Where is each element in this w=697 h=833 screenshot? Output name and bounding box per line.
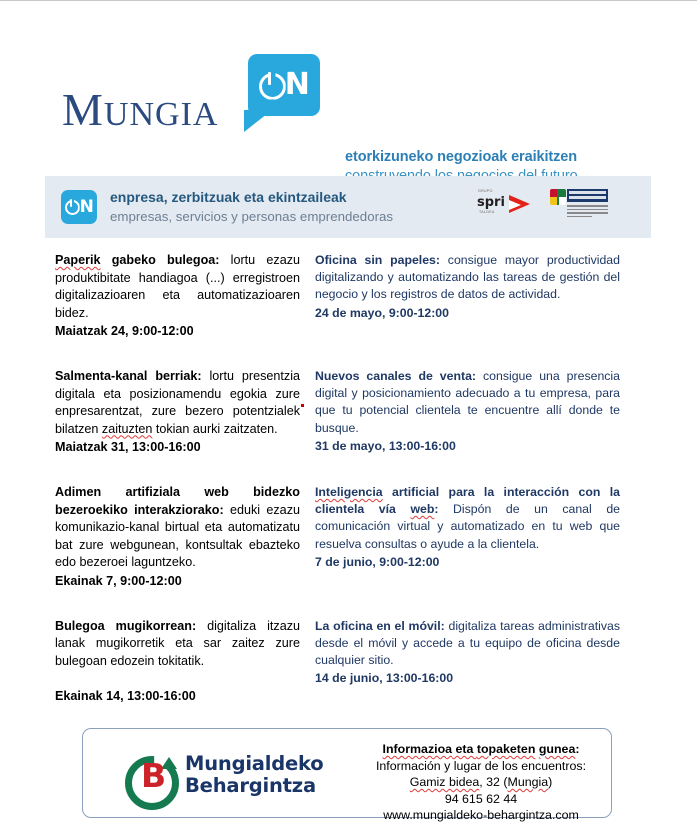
session-date: Ekainak 7, 9:00-12:00 (55, 573, 182, 588)
contact-title-word-2: eta (452, 742, 477, 756)
session-spanish-column (300, 368, 620, 456)
session-title-word: Inteligencia (315, 485, 383, 499)
session-date: 24 de mayo, 9:00-12:00 (315, 305, 449, 320)
session-row (0, 368, 697, 456)
session-basque-text (55, 484, 300, 572)
contact-info (361, 741, 601, 824)
session-row (0, 252, 697, 340)
session-body: consigue mayor productividad digitalizando y automatizando las tareas de gestión del negocio y los registros de datos de actividad. (315, 253, 620, 302)
tagline-basque: etorkizuneko negozioak eraikitzen (345, 149, 577, 165)
spacer (55, 670, 300, 687)
session-spanish-text (315, 252, 620, 304)
session-title: Bulegoa mugikorrean: (55, 618, 197, 633)
power-icon (65, 200, 79, 214)
session-body: eduki ezazu komunikazio-kanal birtual eta automatizatu bat zure webgunean, kontsultak ebazteko edo bezeroei laguntzeko. (55, 502, 300, 569)
contact-title-word-4: gunea (538, 742, 576, 756)
session-title: Salmenta-kanal berriak: (55, 369, 202, 383)
session-body-b: tokian aurki zaitzaten. (152, 421, 278, 436)
footer-box (82, 728, 612, 822)
session-spanish-text (315, 484, 620, 553)
spri-logo (477, 189, 539, 222)
speech-bubble-icon (248, 54, 320, 116)
on-badge-icon (61, 190, 97, 224)
behargintza-mark-icon (123, 753, 181, 797)
session-body: digitaliza tareas administrativas desde el móvil y accede a tu equipo de oficina desde cualquier sitio. (315, 618, 620, 667)
spri-arrow-notch-icon (509, 200, 521, 210)
banner-title-basque: enpresa, zerbitzuak eta ekintzaileak (110, 189, 347, 205)
session-basque-column (0, 368, 300, 456)
brand-wordmark (62, 86, 218, 139)
spacer (0, 340, 697, 368)
spri-logo-text: spri (477, 195, 505, 210)
session-title-mid: artificial para la interacción con la clientela vía (315, 485, 620, 517)
address-number: , 32 ( (479, 775, 508, 789)
session-title-word-2: web (410, 502, 435, 517)
spacer (0, 590, 697, 618)
address-street: Gamiz bidea (409, 775, 480, 789)
header (0, 48, 697, 165)
session-title-word: Paperik (55, 253, 101, 267)
session-row (0, 484, 697, 590)
session-body: digitaliza itzazu lanak mugikorretik eta sar zaitez zure bulegoan edozein tokitatik. (55, 618, 300, 668)
session-date: 31 de mayo, 13:00-16:00 (315, 438, 456, 453)
session-spanish-column (300, 484, 620, 590)
gov-subtext-lines (567, 205, 608, 219)
session-date: Ekainak 14, 13:00-16:00 (55, 689, 196, 703)
session-title: Nuevos canales de venta: (315, 369, 477, 383)
contact-address (361, 774, 601, 791)
session-title: Oficina sin papeles: (315, 253, 440, 267)
session-title-end: : (434, 502, 439, 517)
session-basque-text (55, 368, 300, 438)
top-divider (0, 0, 697, 1)
contact-title-word-1: Informazioa (382, 742, 453, 756)
behargintza-line-2: Behargintza (185, 774, 316, 797)
gov-name-plate (567, 189, 608, 202)
mungia-logo (62, 48, 332, 148)
banner-text (110, 188, 393, 226)
basque-government-logo (550, 189, 608, 225)
badge-letter: N (79, 196, 94, 217)
session-basque-column (0, 618, 300, 706)
address-paren: ) (548, 775, 553, 789)
session-date: Maiatzak 24, 9:00-12:00 (55, 324, 194, 338)
session-title: Adimen artifiziala web bidezko bezeroekiko interakziorako: (55, 485, 300, 517)
session-date: 7 de junio, 9:00-12:00 (315, 554, 440, 569)
sessions-list (0, 252, 697, 705)
session-row (0, 618, 697, 706)
basque-coat-of-arms-icon (550, 189, 566, 205)
contact-title-word-3: topaketen (476, 742, 536, 756)
session-spanish-column (300, 618, 620, 706)
contact-title-colon: : (575, 742, 580, 756)
session-body: lortu ezazu produktibitate handiagoa (...) erregistroen digitalizazioaren eta automatizazioaren bidez. (55, 253, 300, 320)
session-body: consigue una presencia digital y posicionamiento adecuado a tu empresa, para que tu potencial clientela te encuentre allí donde te busque. (315, 369, 620, 435)
session-basque-column (0, 252, 300, 340)
audience-banner (45, 176, 651, 238)
session-basque-text (55, 618, 300, 671)
contact-phone: 94 615 62 44 (444, 791, 518, 806)
banner-title-spanish: empresas, servicios y personas emprendedoras (110, 209, 394, 224)
session-basque-text (55, 252, 300, 322)
session-basque-column (0, 484, 300, 590)
contact-title-basque (361, 741, 601, 758)
address-city: Mungia (507, 775, 549, 789)
contact-title-spanish: Información y lugar de los encuentros: (375, 758, 587, 773)
bullet-marker-icon (301, 404, 304, 407)
logo-letter-b: B (141, 756, 167, 795)
session-title: La oficina en el móvil: (315, 618, 445, 633)
brand-rest: UNGIA (103, 96, 219, 133)
spri-logo-bottom-text: TALDEA (479, 210, 495, 214)
power-icon (259, 73, 284, 98)
session-date: 14 de junio, 13:00-16:00 (315, 671, 454, 686)
session-date: Maiatzak 31, 13:00-16:00 (55, 440, 201, 454)
behargintza-logo (123, 753, 353, 797)
session-spanish-text (315, 368, 620, 437)
session-title-rest: gabeko bulegoa: (100, 253, 220, 267)
bubble-letter: N (284, 67, 310, 102)
contact-website[interactable]: www.mungialdeko-behargintza.com (383, 808, 579, 822)
spri-logo-top-text: GRUPO (478, 189, 493, 193)
session-body-a: lortu presentzia digitala eta posizionamendu egokia zure enpresarentzat, zure bezero potentzialek bilatzen (55, 369, 300, 436)
behargintza-wordmark (185, 753, 323, 797)
spacer (0, 456, 697, 484)
brand-initial: M (62, 84, 104, 135)
behargintza-line-1: Mungialdeko (185, 752, 324, 775)
session-spanish-column (300, 252, 620, 340)
session-spanish-text (315, 618, 620, 670)
session-body: Dispón de un canal de comunicación virtual y automatizado en tu web que resuelva consultas o ayude a la clientela. (315, 502, 620, 551)
session-body-word: zaituzten (101, 421, 153, 436)
